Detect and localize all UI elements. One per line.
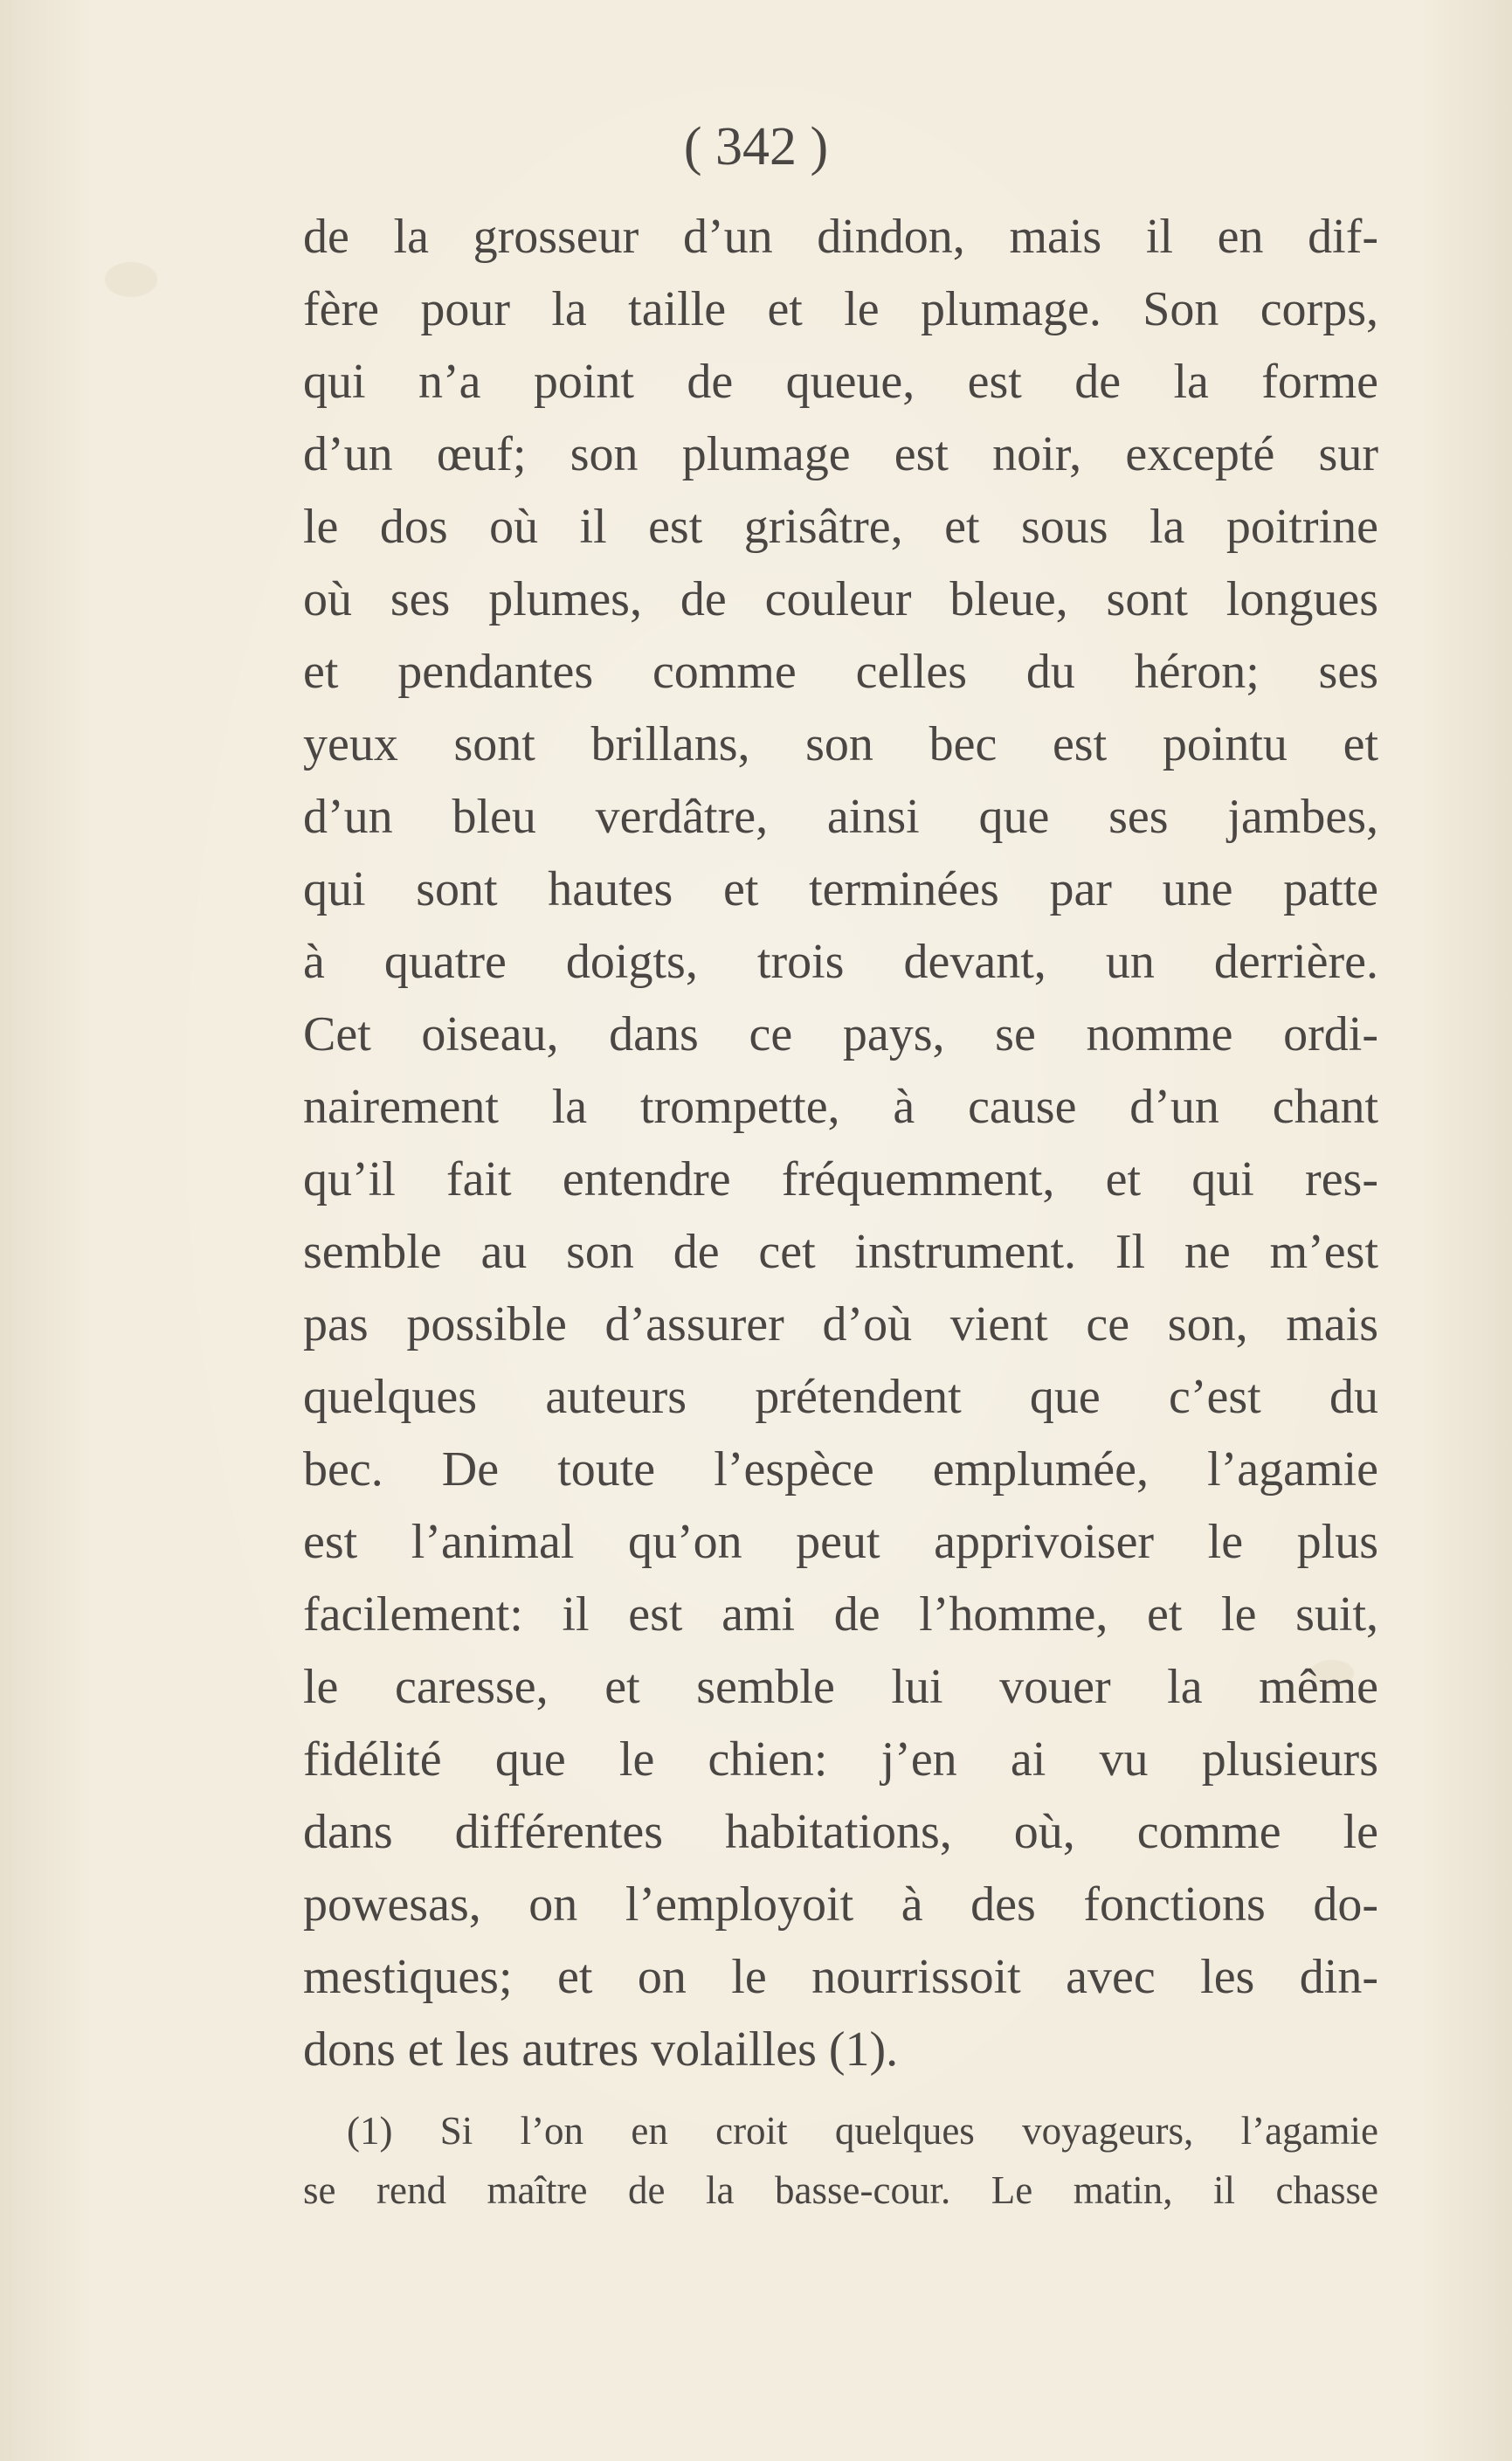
text-line: quelques auteurs prétendent que c’est du — [303, 1370, 1378, 1424]
text-line: dans différentes habitations, où, comme le — [303, 1805, 1378, 1859]
text-line: où ses plumes, de couleur bleue, sont longues — [303, 572, 1378, 626]
paper-stain — [105, 262, 157, 297]
text-line: semble au son de cet instrument. Il ne m’est — [303, 1225, 1378, 1279]
text-line: est l’animal qu’on peut apprivoiser le plus — [303, 1515, 1378, 1569]
text-line: pas possible d’assurer d’où vient ce son, mais — [303, 1297, 1378, 1351]
text-line: à quatre doigts, trois devant, un derrière. — [303, 935, 1378, 989]
text-line: nairement la trompette, à cause d’un chant — [303, 1080, 1378, 1134]
text-line: qu’il fait entendre fréquemment, et qui res- — [303, 1152, 1378, 1206]
text-line: d’un bleu verdâtre, ainsi que ses jambes, — [303, 790, 1378, 844]
text-line: fère pour la taille et le plumage. Son corps, — [303, 282, 1378, 336]
footnote — [303, 2101, 1378, 2220]
text-line: facilement: il est ami de l’homme, et le suit, — [303, 1587, 1378, 1642]
footnote-line: (1) Si l’on en croit quelques voyageurs, l’agamie — [347, 2109, 1378, 2153]
text-line: mestiques; et on le nourrissoit avec les din- — [303, 1950, 1378, 2004]
text-line: qui sont hautes et terminées par une patte — [303, 862, 1378, 916]
body-text — [303, 201, 1378, 2086]
text-line: dons et les autres volailles (1). — [303, 2022, 899, 2077]
text-line: et pendantes comme celles du héron; ses — [303, 645, 1378, 699]
page-number: ( 342 ) — [683, 117, 829, 176]
text-line: qui n’a point de queue, est de la forme — [303, 355, 1378, 409]
text-line: powesas, on l’employoit à des fonctions do- — [303, 1877, 1378, 1932]
text-line: Cet oiseau, dans ce pays, se nomme ordi- — [303, 1007, 1378, 1061]
text-line: bec. De toute l’espèce emplumée, l’agamie — [303, 1442, 1378, 1497]
text-line: fidélité que le chien: j’en ai vu plusieurs — [303, 1732, 1378, 1787]
footnote-line: se rend maître de la basse-cour. Le matin, il chasse — [303, 2168, 1378, 2212]
text-line: le dos où il est grisâtre, et sous la poitrine — [303, 500, 1378, 554]
text-line: yeux sont brillans, son bec est pointu et — [303, 717, 1378, 771]
text-line: de la grosseur d’un dindon, mais il en dif- — [303, 210, 1378, 264]
text-line: le caresse, et semble lui vouer la même — [303, 1660, 1378, 1714]
text-line: d’un œuf; son plumage est noir, excepté sur — [303, 427, 1378, 481]
